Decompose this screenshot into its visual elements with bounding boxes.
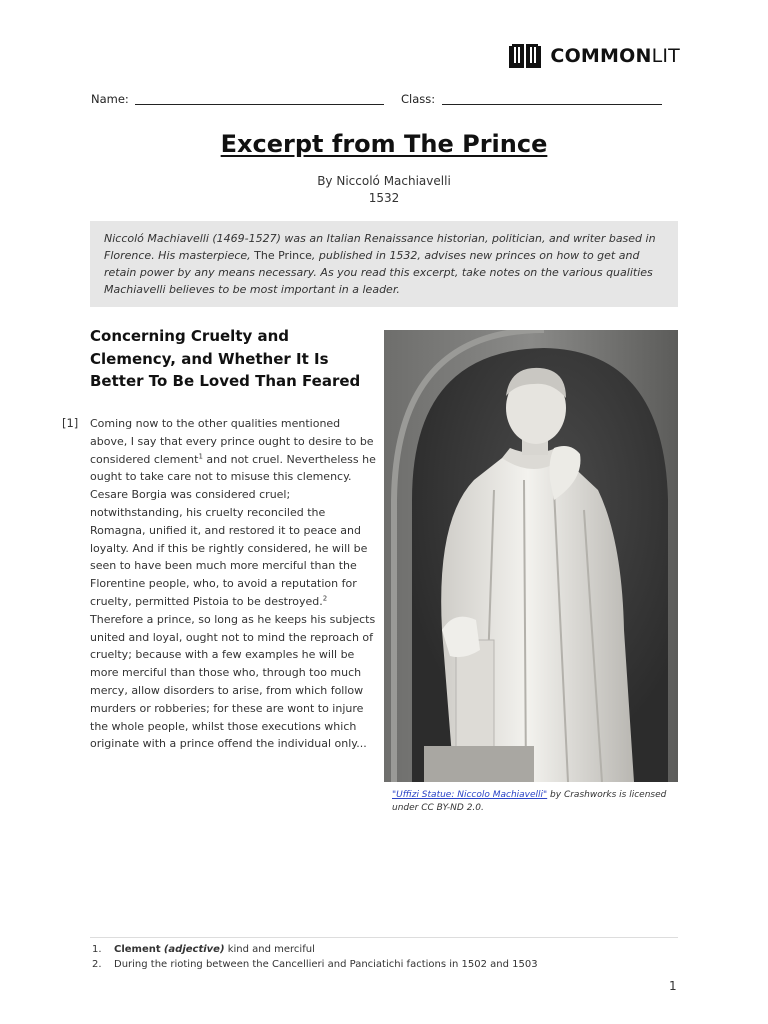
author-byline: By Niccoló Machiavelli — [317, 174, 451, 188]
body-text-c: Therefore a prince, so long as he keeps his subjects united and loyal, ought not to mind the reproach of cruelty; because with a few examples he will be more merciful than those who, through too much mercy, allow disorders to arise, from which follow murders or robberies; for these are wont to injure the whole people, whilst those executions which originate with a prince offend the individual only... — [90, 612, 376, 751]
intro-box — [90, 221, 678, 307]
class-label: Class: — [401, 92, 436, 106]
footnote-ref-1[interactable]: 1 — [198, 451, 203, 460]
footnote-definition: During the rioting between the Cancellieri and Panciatichi factions in 1502 and 1503 — [114, 959, 538, 970]
class-line — [442, 104, 662, 105]
intro-book-title: The Prince — [254, 249, 312, 262]
intro-text-2: , published in 1532, advises new princes on how to get and retain power by any means necessary. As you read this excerpt, take notes on the various qualities Machiavelli believes to be most important in a leader. — [104, 249, 653, 296]
commonlit-logo — [508, 42, 680, 70]
footnote-definition: kind and merciful — [224, 944, 315, 955]
book-icon — [508, 42, 542, 70]
footnote-part-of-speech: (adjective) — [163, 944, 225, 955]
footnote-ref-2[interactable]: 2 — [322, 594, 328, 603]
footnote-divider — [90, 937, 678, 938]
footnote-term: Clement — [114, 944, 161, 955]
image-caption — [392, 789, 678, 815]
machiavelli-statue-image — [384, 330, 678, 782]
intro-text-1: Niccoló Machiavelli (1469-1527) was an Italian Renaissance historian, politician, and writer based in Florence. His masterpiece, — [104, 232, 656, 262]
footnote-number: 2. — [92, 959, 102, 970]
footnote-number: 1. — [92, 944, 102, 955]
name-line — [135, 104, 384, 105]
footnote-2 — [92, 959, 538, 970]
footnote-1 — [92, 944, 315, 955]
page-title: Excerpt from The Prince — [220, 130, 548, 158]
name-label: Name: — [91, 92, 129, 106]
publication-year: 1532 — [368, 191, 400, 205]
page-number: 1 — [669, 979, 677, 993]
body-text-b: and not cruel. Nevertheless he ought to take care not to misuse this clemency. Cesare Borgia was considered cruel; notwithstanding, his cruelty reconciled the Romagna, unified it, and restored it to peace and loyalty. And if this be rightly considered, he will be seen to have been much more merciful than the Florentine people, who, to avoid a reputation for cruelty, permitted Pistoia to be destroyed. — [90, 452, 376, 608]
brand-wordmark: COMMONLIT — [550, 45, 680, 67]
section-heading: Concerning Cruelty and Clemency, and Whether It Is Better To Be Loved Than Feared — [90, 327, 361, 390]
body-text-a: Coming now to the other qualities mentioned above, I say that every prince ought to desire to be considered clement — [90, 417, 374, 466]
image-license-text: by Crashworks is licensed under CC BY-ND 2.0. — [392, 790, 667, 813]
image-source-link[interactable]: "Uffizi Statue: Niccolo Machiavelli" — [392, 790, 548, 800]
paragraph-number: [1] — [62, 416, 79, 430]
body-paragraph — [90, 415, 378, 753]
